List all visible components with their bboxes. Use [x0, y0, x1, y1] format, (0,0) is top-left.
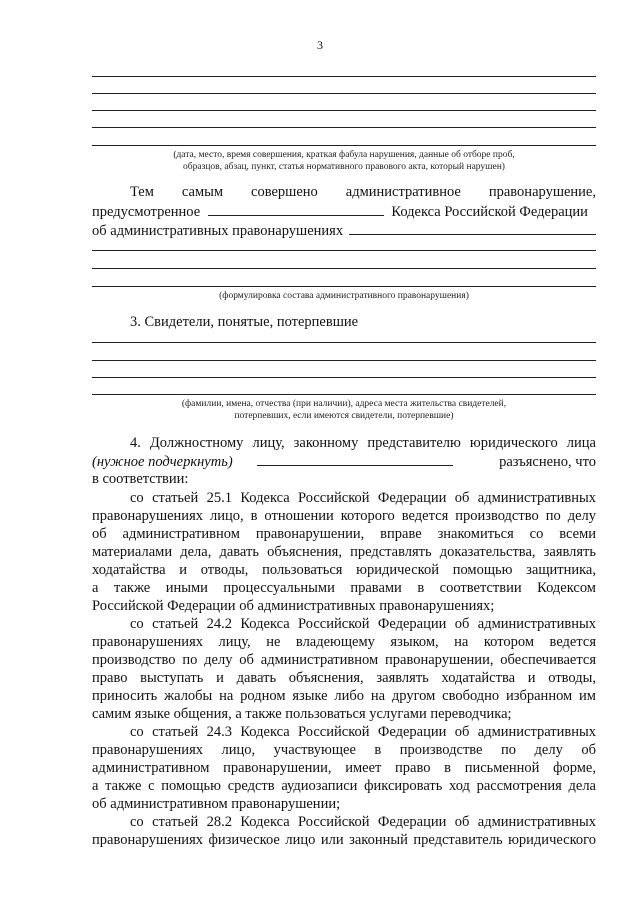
- witnesses-heading: 3. Свидетели, понятые, потерпевшие: [130, 314, 359, 330]
- offense-line-3: [92, 221, 596, 240]
- code-article-field[interactable]: [208, 202, 384, 216]
- art251-line: Российской Федерации об административных правонарушениях;: [92, 598, 495, 614]
- art242-line: правонарушениях лицу, не владеющему языком, на котором ведется: [92, 634, 596, 650]
- art242-line: приносить жалобы на родном языке либо на другом свободно избранном им: [92, 688, 596, 704]
- fill-line: [92, 342, 596, 343]
- section4-line-1: 4. Должностному лицу, законному представителю юридического лица: [130, 435, 596, 451]
- fill-line: [92, 268, 596, 269]
- section4-line-2: [92, 452, 596, 471]
- art251-line: а также иными процессуальными правами в соответствии Кодексом: [92, 580, 596, 596]
- art243-line: а также с помощью средств аудиозаписи фиксировать ход рассмотрения дела: [92, 778, 596, 794]
- fill-line: [92, 286, 596, 287]
- art243-line: административном правонарушении, имеет право в письменной форме,: [92, 760, 596, 776]
- fill-line: [92, 145, 596, 146]
- section4-line-3: в соответствии:: [92, 471, 189, 487]
- offense-line-1: Тем самым совершено административное правонарушение,: [130, 184, 596, 200]
- fill-line: [92, 93, 596, 94]
- art251-line: об административном правонарушении, вправе знакомиться со всеми: [92, 526, 596, 542]
- offense-line-2: [92, 202, 596, 221]
- art243-line: об административном правонарушении;: [92, 796, 341, 812]
- art282-line: правонарушениях физическое лицо или законный представитель юридического: [92, 832, 596, 848]
- art242-line: производство по делу об административном правонарушении, обеспечивается: [92, 652, 596, 668]
- fill-line: [92, 250, 596, 251]
- caption-offense: [92, 149, 596, 173]
- art251-line: ходатайства и отводы, пользоваться юридической помощью защитника,: [92, 562, 596, 578]
- offense-field[interactable]: [349, 221, 596, 235]
- caption-composition: (формулировка состава административного правонарушения): [219, 291, 469, 301]
- fill-line: [92, 377, 596, 378]
- fill-line: [92, 360, 596, 361]
- section4-italic: (нужное подчеркнуть): [92, 454, 233, 470]
- art243-line: правонарушениях лицо, участвующее в производстве по делу об: [92, 742, 596, 758]
- art243-line: со статьей 24.3 Кодекса Российской Федерации об административных: [130, 724, 596, 740]
- art251-line: со статьей 25.1 Кодекса Российской Федерации об административных: [130, 490, 596, 506]
- caption-line: (фамилии, имена, отчества (при наличии), адреса места жительства свидетелей,: [181, 399, 507, 409]
- offense-text: Кодекса Российской Федерации: [391, 204, 588, 220]
- art251-line: материалами дела, давать объяснения, представлять доказательства, заявлять: [92, 544, 596, 560]
- offense-text: предусмотренное: [92, 204, 201, 220]
- caption-line: образцов, абзац, пункт, статья нормативного правового акта, который нарушен): [183, 162, 505, 172]
- caption-line: (дата, место, время совершения, краткая фабула нарушения, данные об отборе проб,: [173, 150, 515, 160]
- fill-line: [92, 127, 596, 128]
- art242-line: самим языке общения, а также пользоваться услугами переводчика;: [92, 706, 512, 722]
- page-number: 3: [317, 38, 323, 52]
- art242-line: со статьей 24.2 Кодекса Российской Федерации об административных: [130, 616, 596, 632]
- fill-line: [92, 110, 596, 111]
- art251-line: правонарушениях лицо, в отношении которого ведется производство по делу: [92, 508, 596, 524]
- offense-text: об административных правонарушениях: [92, 223, 344, 239]
- fill-line: [92, 76, 596, 77]
- fill-line: [92, 394, 596, 395]
- section4-text: разъяснено, что: [499, 454, 596, 470]
- representative-field[interactable]: [257, 452, 453, 466]
- art282-line: со статьей 28.2 Кодекса Российской Федерации об административных: [130, 814, 596, 830]
- art242-line: право выступать и давать объяснения, заявлять ходатайства и отводы,: [92, 670, 596, 686]
- caption-witnesses: [92, 398, 596, 422]
- caption-line: потерпевших, если имеются свидетели, потерпевшие): [234, 411, 454, 421]
